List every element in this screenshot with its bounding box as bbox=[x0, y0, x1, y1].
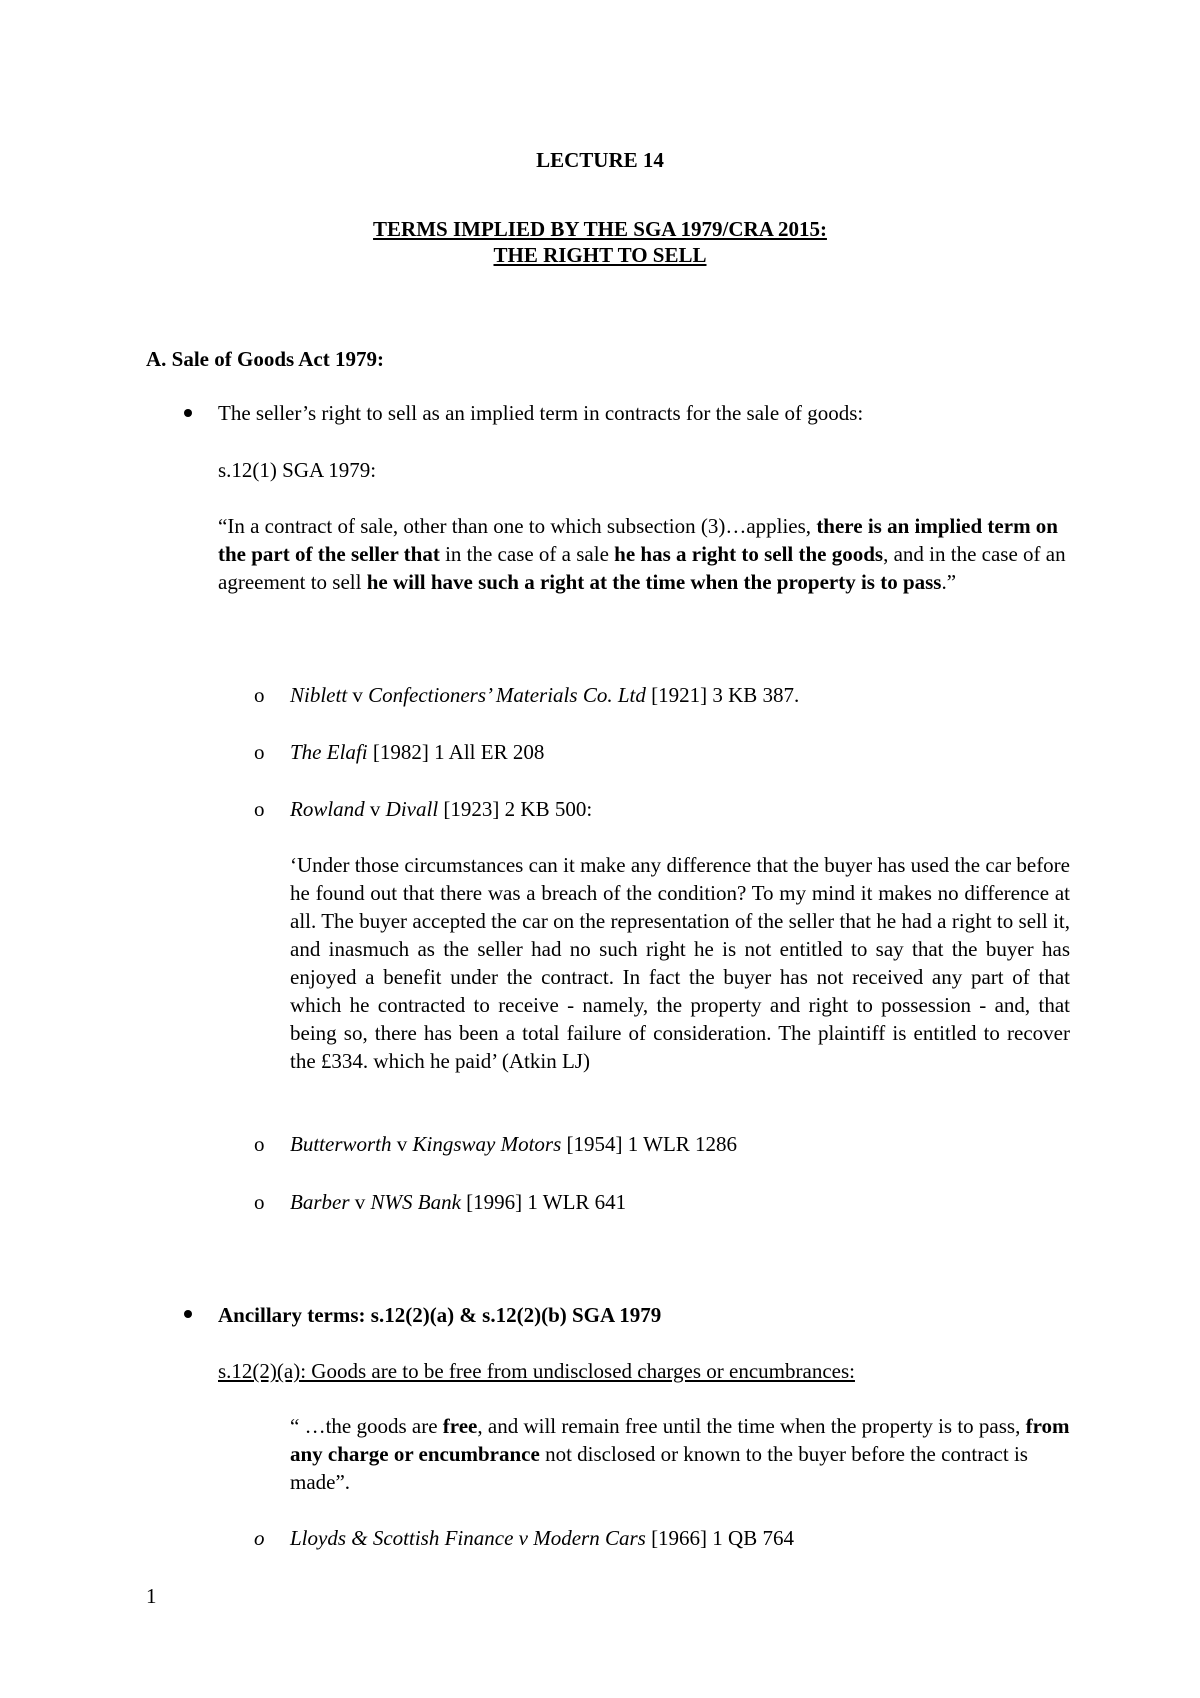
s12-2a-quote: “ …the goods are free, and will remain free until the time when the property is to pass, from any charge or encumbrance not disclosed or known to the buyer before the contract is made”. bbox=[290, 1414, 1070, 1494]
s12-2a-label: s.12(2)(a): Goods are to be free from undisclosed charges or encumbrances: bbox=[218, 1359, 855, 1383]
circle-marker: o bbox=[254, 1132, 265, 1156]
case-niblett: Niblett v Confectioners’ Materials Co. Ltd [1921] 3 KB 387. bbox=[290, 683, 800, 707]
circle-marker: o bbox=[254, 797, 265, 821]
s12-1-label: s.12(1) SGA 1979: bbox=[218, 458, 377, 482]
circle-marker: o bbox=[254, 1526, 265, 1550]
lecture-heading: LECTURE 14 bbox=[536, 148, 664, 172]
circle-marker: o bbox=[254, 740, 265, 764]
case-elafi: The Elafi [1982] 1 All ER 208 bbox=[290, 740, 545, 764]
section-a-heading: A. Sale of Goods Act 1979: bbox=[146, 347, 384, 371]
title-line-1: TERMS IMPLIED BY THE SGA 1979/CRA 2015: bbox=[373, 217, 827, 241]
case-lloyds: Lloyds & Scottish Finance v Modern Cars [1966] 1 QB 764 bbox=[290, 1526, 794, 1550]
circle-marker: o bbox=[254, 1190, 265, 1214]
rowland-quote: ‘Under those circumstances can it make any difference that the buyer has used the car before he found out that there was a breach of the condition? To my mind it makes no difference at all. The buyer accepted the car on the representation of the seller that he had a right to sell it, and inasmuch as the seller had no such right he is not entitled to say that the buyer has enjoyed a benefit under the contract. In fact the buyer has not received any part of that which he contracted to receive - namely, the property and right to possession - and, that being so, there has been a total failure of consideration. The plaintiff is entitled to recover the £334. which he paid’ (Atkin LJ) bbox=[290, 853, 1070, 1073]
bullet-icon bbox=[184, 409, 192, 417]
case-butterworth: Butterworth v Kingsway Motors [1954] 1 WLR 1286 bbox=[290, 1132, 738, 1156]
circle-marker: o bbox=[254, 683, 265, 707]
s12-1-quote: “In a contract of sale, other than one to which subsection (3)…applies, there is an implied term on the part of the seller that in the case of a sale he has a right to sell the goods, and in the case of an agreement to sell he will have such a right at the time when the property is to pass.” bbox=[218, 514, 1066, 594]
title-line-2: THE RIGHT TO SELL bbox=[493, 243, 707, 267]
bullet-1-text: The seller’s right to sell as an implied term in contracts for the sale of goods: bbox=[218, 401, 864, 425]
case-barber: Barber v NWS Bank [1996] 1 WLR 641 bbox=[290, 1190, 627, 1214]
page-number: 1 bbox=[146, 1584, 157, 1608]
bullet-2-text: Ancillary terms: s.12(2)(a) & s.12(2)(b) SGA 1979 bbox=[218, 1303, 662, 1327]
case-rowland: Rowland v Divall [1923] 2 KB 500: bbox=[290, 797, 593, 821]
bullet-icon bbox=[184, 1310, 192, 1318]
